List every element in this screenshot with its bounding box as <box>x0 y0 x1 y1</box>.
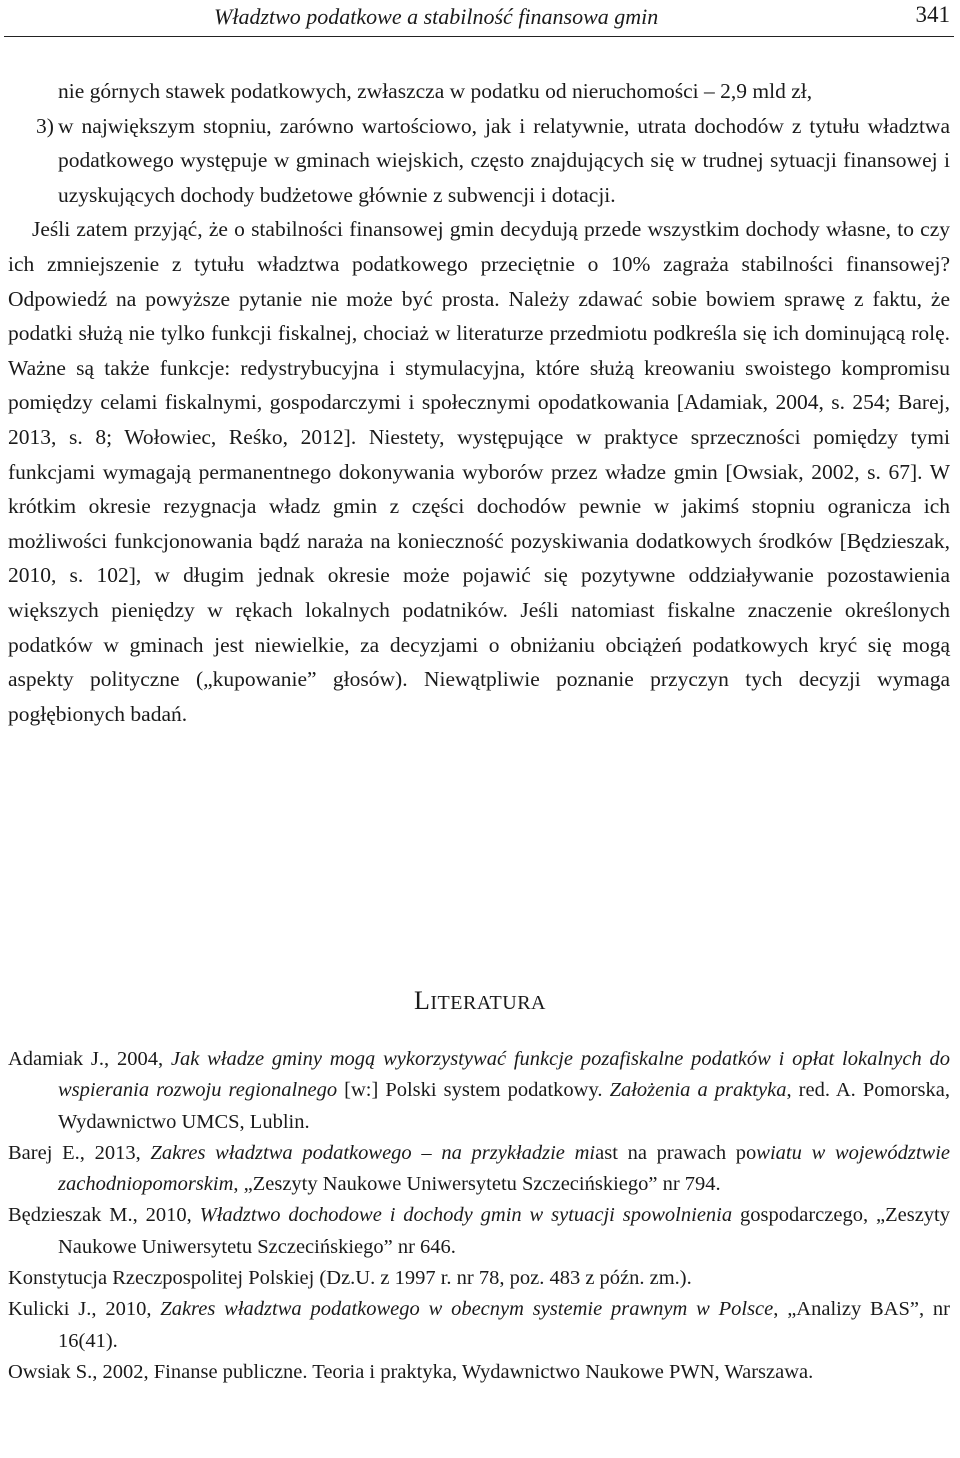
reference-entry <box>8 1200 950 1263</box>
list-item-3 <box>8 109 950 213</box>
reference-entry <box>8 1044 950 1138</box>
ref-mid: ast na prawach po <box>595 1141 757 1164</box>
section-heading-initial: L <box>414 986 431 1015</box>
ref-author: Barej E., 2013, <box>8 1141 151 1164</box>
ref-mid: gospodarczego, „Zeszyty Naukowe Uniwersytetu Szczecińskiego” nr 646. <box>58 1204 950 1258</box>
running-header <box>4 0 954 37</box>
page-number: 341 <box>915 2 950 27</box>
reference-list <box>8 1044 950 1388</box>
ref-author: Będzieszak M., 2010, <box>8 1204 200 1227</box>
ref-title: Władztwo dochodowe i dochody gmin w sytuacji spowolnienia <box>199 1204 733 1227</box>
list-item-text: w największym stopniu, zarówno wartościowo, jak i relatywnie, utrata dochodów z tytułu władztwa podatkowego występuje w gminach wiejskich, często znajdujących się w trudnej sytuacji finansowej i uzyskujących dochody budżetowe głównie z subwencji i dotacji. <box>58 113 950 207</box>
section-heading-rest: ITERATURA <box>430 992 546 1014</box>
section-heading <box>0 985 960 1019</box>
reference-entry <box>8 1138 950 1201</box>
list-item-number: 3) <box>36 113 54 138</box>
reference-entry <box>8 1263 950 1294</box>
reference-entry <box>8 1357 950 1388</box>
body-paragraph: Jeśli zatem przyjąć, że o stabilności finansowej gmin decydują przede wszystkim dochody własne, to czy ich zmniejszenie z tytułu władztwa podatkowego przeciętnie o 10% zagraża stabilności finansowej? Odpowiedź na powyższe pytanie nie może być prosta. Należy zdawać sobie bowiem sprawę z faktu, że podatki służą nie tylko funkcji fiskalnej, chociaż w literaturze przedmiotu podkreśla się ich dominującą rolę. Ważne są także funkcje: redystrybucyjna i stymulacyjna, które służą kreowaniu swoistego kompromisu pomiędzy celami fiskalnymi, gospodarczymi i społecznymi opodatkowania [Adamiak, 2004, s. 254; Barej, 2013, s. 8; Wołowiec, Reśko, 2012]. Niestety, występujące w praktyce sprzeczności pomiędzy tymi funkcjami wymagają permanentnego dokonywania wyborów przez władze gmin [Owsiak, 2002, s. 67]. W krótkim okresie rezygnacja władz gmin z części dochodów pewnie w jakimś stopniu ogranicza ich możliwości funkcjonowania bądź naraża na konieczność pozyskiwania dodatkowych środków [Będzieszak, 2010, s. 102], w długim jednak okresie może pojawić się pozytywne oddziaływanie pozostawienia większych pieniędzy w rękach lokalnych podatników. Jeśli natomiast fiskalne znaczenie określonych podatków w gminach jest niewielkie, za decyzjami o obniżaniu obciążeń podatkowych kryć się mogą aspekty polityczne („kupowanie” głosów). Niewątpliwie poznanie przyczyn tych decyzji wymaga pogłębionych badań. <box>8 217 950 726</box>
ref-title-2: Założenia a praktyka <box>609 1079 787 1102</box>
ref-author: Kulicki J., 2010, <box>8 1298 161 1321</box>
ref-author: Owsiak S., 2002, Finanse publiczne. Teoria i praktyka, Wydawnictwo Naukowe PWN, Warszawa. <box>8 1360 814 1383</box>
ref-rest: , red. A. Pomorska, Wydawnictwo UMCS, Lublin. <box>58 1079 950 1133</box>
ref-title: Zakres władztwa podatkowego – na przykładzie mi <box>150 1141 596 1164</box>
ref-title: Zakres władztwa podatkowego w obecnym systemie prawnym w Polsce <box>160 1298 774 1321</box>
running-title: Władztwo podatkowe a stabilność finansowa gmin <box>214 4 659 29</box>
list-item-2-continuation: nie górnych stawek podatkowych, zwłaszcza w podatku od nieruchomości – 2,9 mld zł, <box>58 79 813 103</box>
ref-rest: , „Zeszyty Naukowe Uniwersytetu Szczecińskiego” nr 794. <box>233 1173 721 1196</box>
ref-title-2: wiatu w województwie zachodniopomorskim <box>58 1141 950 1196</box>
reference-entry <box>8 1294 950 1357</box>
ref-mid: , „Analizy BAS”, nr 16(41). <box>58 1298 951 1352</box>
main-text <box>8 74 950 731</box>
ref-author: Konstytucja Rzeczpospolitej Polskiej (Dz.U. z 1997 r. nr 78, poz. 483 z późn. zm.). <box>8 1267 692 1290</box>
ref-title: Jak władze gminy mogą wykorzystywać funkcje pozafiskalne podatków i opłat lokalnych do wspierania rozwoju regionalnego <box>58 1048 951 1102</box>
ref-author: Adamiak J., 2004, <box>8 1048 171 1070</box>
ref-mid: [w:] Polski system podatkowy. <box>337 1079 610 1102</box>
